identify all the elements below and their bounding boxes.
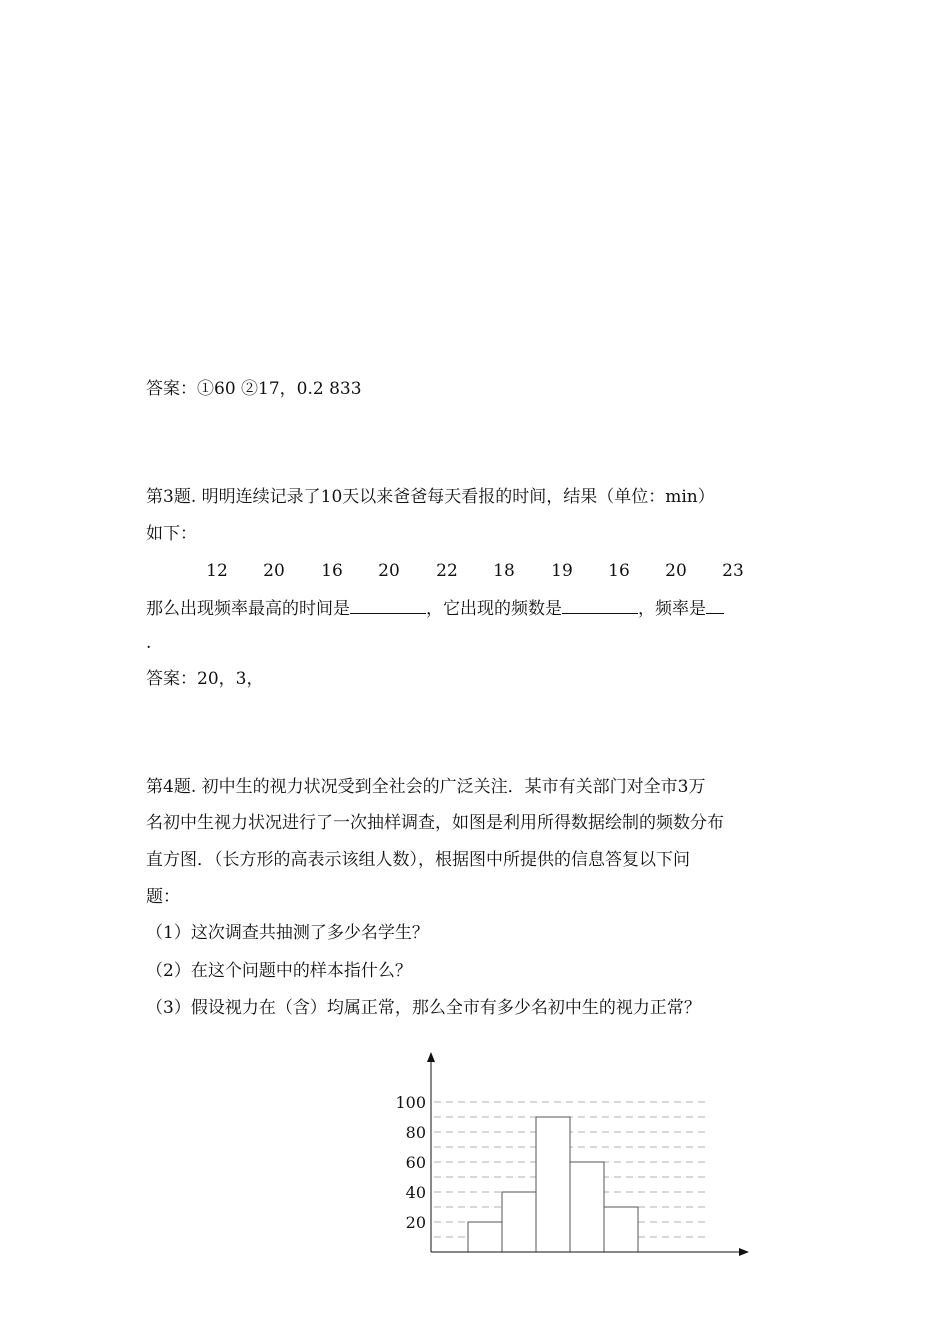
histogram-bar [604,1207,638,1252]
q3-question-end: . [146,633,152,653]
histogram-chart [380,1040,760,1270]
q3-number: 23 [722,561,744,581]
x-axis-arrow-icon [739,1248,749,1256]
q4-sub1: （1）这次调查共抽测了多少名学生？ [146,923,429,943]
y-tick-label: 80 [405,1123,426,1142]
q3-question-part3: ，频率是 [638,599,706,619]
chart-y-ticks [395,1093,426,1232]
q4-sub3: （3）假设视力在（含）均属正常，那么全市有多少名初中生的视力正常？ [146,998,701,1018]
histogram-bar [468,1222,502,1252]
chart-bars [468,1117,638,1252]
q3-answer: 答案：20，3， [146,669,264,689]
q3-number: 20 [263,561,285,581]
q4-line2: 名初中生视力状况进行了一次抽样调查，如图是利用所得数据绘制的频数分布 [146,813,724,833]
y-axis-arrow-icon [427,1052,435,1062]
q3-number-row [0,560,950,582]
q3-number: 20 [378,561,400,581]
q3-number: 20 [665,561,687,581]
q3-number: 18 [493,561,515,581]
q3-title-line1: 第3题. 明明连续记录了10天以来爸爸每天看报的时间，结果（单位：min） [146,487,715,507]
histogram-bar [536,1117,570,1252]
y-tick-label: 20 [405,1213,426,1232]
q4-line1: 第4题. 初中生的视力状况受到全社会的广泛关注．某市有关部门对全市3万 [146,777,706,797]
answer-blank-3[interactable] [706,597,724,614]
q3-number: 12 [206,561,228,581]
histogram-bar [502,1192,536,1252]
q3-number: 19 [551,561,573,581]
q4-line3: 直方图．（长方形的高表示该组人数），根据图中所提供的信息答复以下问 [146,850,690,870]
q3-question-line [146,597,724,620]
y-tick-label: 40 [405,1183,426,1202]
answer-blank-1[interactable] [350,597,426,614]
q3-number: 16 [321,561,343,581]
q3-question-part1: 那么出现频率最高的时间是 [146,599,350,619]
answer-blank-2[interactable] [562,597,638,614]
q3-number: 16 [608,561,630,581]
y-tick-label: 100 [395,1093,426,1112]
y-tick-label: 60 [405,1153,426,1172]
q4-line4: 题： [146,887,180,907]
q4-sub2: （2）在这个问题中的样本指什么？ [146,961,412,981]
q3-number: 22 [436,561,458,581]
q3-question-part2: ，它出现的频数是 [426,599,562,619]
histogram-bar [570,1162,604,1252]
answer-1: 答案：①60 ②17，0.2 833 [146,379,362,399]
q3-title-line2: 如下： [146,524,197,544]
